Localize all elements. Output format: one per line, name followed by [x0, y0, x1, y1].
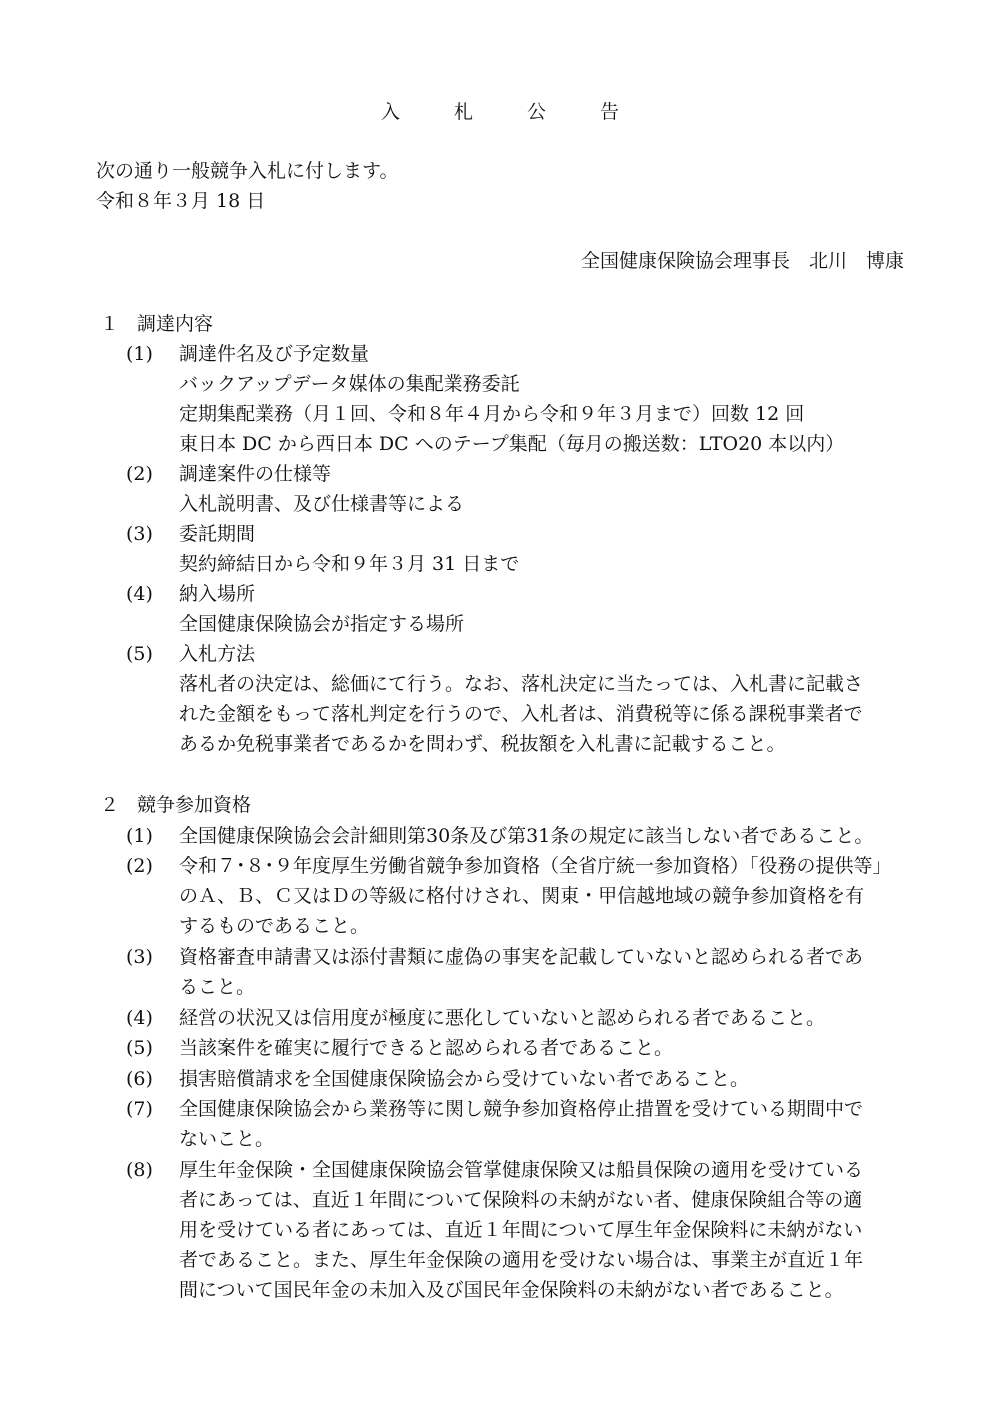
issuer-name: 全国健康保険協会理事長 北川 博康 [580, 250, 904, 272]
item-line: 当該案件を確実に履行できると認められる者であること。 [179, 1037, 674, 1059]
item-number: (3) [126, 946, 153, 968]
announcement-date: 令和８年３月 18 日 [96, 190, 266, 212]
item-line: 用を受けている者にあっては、直近１年間について厚生年金保険料に未納がない [179, 1219, 863, 1241]
item-line: 定期集配業務（月１回、令和８年４月から令和９年３月まで）回数 12 回 [179, 403, 805, 425]
item-heading: 委託期間 [179, 523, 256, 545]
section1-heading: 調達内容 [137, 313, 214, 335]
item-line: するものであること。 [179, 915, 370, 937]
item-line: ないこと。 [179, 1128, 275, 1150]
item-number: (4) [126, 1007, 153, 1029]
item-line: 者であること。また、厚生年金保険の適用を受けない場合は、事業主が直近１年 [179, 1249, 864, 1271]
item-line: 厚生年金保険・全国健康保険協会管掌健康保険又は船員保険の適用を受けている [179, 1159, 864, 1181]
item-number: (6) [126, 1068, 153, 1090]
intro-text: 次の通り一般競争入札に付します。 [96, 160, 399, 182]
item-line: 落札者の決定は、総価にて行う。なお、落札決定に当たっては、入札書に記載さ [179, 673, 864, 695]
item-line: 者にあっては、直近１年間について保険料の未納がない者、健康保険組合等の適 [179, 1189, 863, 1211]
item-line: 契約締結日から令和９年３月 31 日まで [179, 553, 520, 575]
item-number: (8) [126, 1159, 153, 1181]
item-line: 全国健康保険協会が指定する場所 [179, 613, 465, 635]
item-number: (5) [126, 1037, 153, 1059]
item-line: 令和７･８･９年度厚生労働省競争参加資格（全省庁統一参加資格）「役務の提供等」 [179, 855, 892, 877]
item-line: 東日本 DC から西日本 DC へのテープ集配（毎月の搬送数：LTO20 本以内） [179, 433, 845, 455]
item-number: (7) [126, 1098, 153, 1120]
item-line: バックアップデータ媒体の集配業務委託 [179, 373, 520, 395]
item-line: 間について国民年金の未加入及び国民年金保険料の未納がない者であること。 [179, 1279, 844, 1301]
item-number: (4) [126, 583, 153, 605]
item-line: 全国健康保険協会会計細則第30条及び第31条の規定に該当しない者であること。 [179, 825, 874, 847]
section2-heading: 競争参加資格 [137, 794, 252, 816]
item-number: (3) [126, 523, 153, 545]
item-heading: 調達件名及び予定数量 [179, 343, 370, 365]
item-line: 経営の状況又は信用度が極度に悪化していないと認められる者であること。 [179, 1007, 826, 1029]
item-number: (1) [126, 343, 153, 365]
item-line: 入札説明書、及び仕様書等による [179, 493, 465, 515]
item-line: 資格審査申請書又は添付書類に虚偽の事実を記載していないと認められる者であ [179, 946, 864, 968]
item-heading: 入札方法 [179, 643, 256, 665]
item-line: れた金額をもって落札判定を行うので、入札者は、消費税等に係る課税事業者で [179, 703, 863, 725]
page-title: 入 札 公 告 [380, 101, 644, 123]
item-number: (5) [126, 643, 153, 665]
item-heading: 調達案件の仕様等 [179, 463, 332, 485]
item-line: ること。 [179, 976, 256, 998]
item-line: 損害賠償請求を全国健康保険協会から受けていない者であること。 [179, 1068, 750, 1090]
item-number: (2) [126, 463, 153, 485]
item-line: 全国健康保険協会から業務等に関し競争参加資格停止措置を受けている期間中で [179, 1098, 864, 1120]
item-line: あるか免税事業者であるかを問わず、税抜額を入札書に記載すること。 [179, 733, 786, 755]
item-heading: 納入場所 [179, 583, 256, 605]
item-line: のＡ、Ｂ、Ｃ又はＤの等級に格付けされ、関東・甲信越地域の競争参加資格を有 [179, 885, 865, 907]
item-number: (2) [126, 855, 153, 877]
section2-number: ２ [100, 794, 120, 816]
section1-number: １ [100, 313, 120, 335]
item-number: (1) [126, 825, 153, 847]
